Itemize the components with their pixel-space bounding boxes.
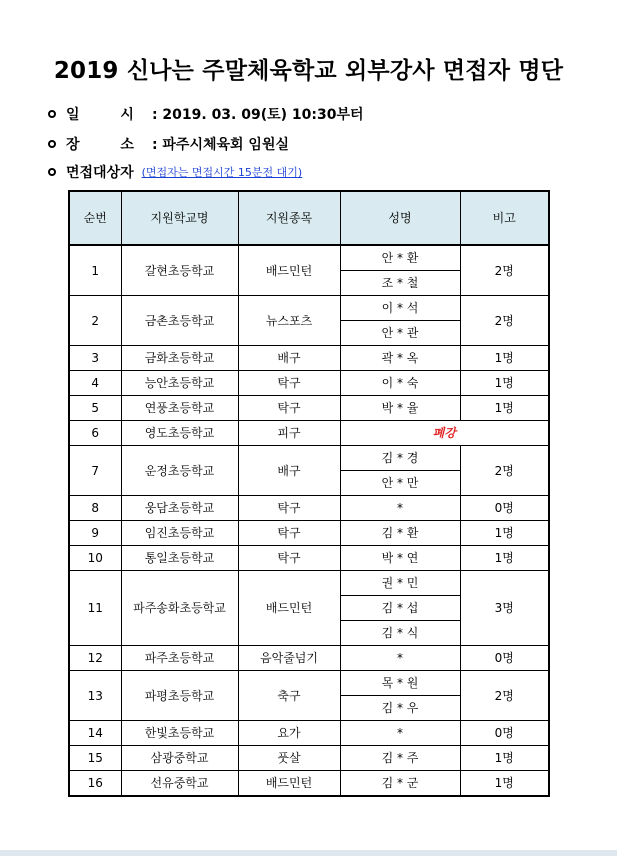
table-row [69, 496, 549, 521]
cell-no: 1 [69, 245, 121, 296]
table-row [69, 571, 549, 596]
cell-school: 한빛초등학교 [121, 721, 238, 746]
page-bottom-border [0, 850, 617, 856]
cell-note: 1명 [460, 371, 549, 396]
header-school: 지원학교명 [121, 191, 238, 245]
cell-school: 능안초등학교 [121, 371, 238, 396]
cell-no: 4 [69, 371, 121, 396]
table-body [69, 245, 549, 796]
cell-name: * [340, 496, 460, 521]
cell-no: 16 [69, 771, 121, 797]
table-row [69, 546, 549, 571]
cell-no: 12 [69, 646, 121, 671]
table-row [69, 245, 549, 271]
cell-sport: 탁구 [238, 546, 340, 571]
cell-name: 이 * 숙 [340, 371, 460, 396]
header-name: 성명 [340, 191, 460, 245]
cell-no: 10 [69, 546, 121, 571]
cell-sport: 탁구 [238, 496, 340, 521]
target-note: (면접자는 면접시간 15분전 대기) [141, 166, 303, 179]
circle-bullet-icon [48, 110, 56, 118]
header-no: 순번 [69, 191, 121, 245]
cell-note: 2명 [460, 245, 549, 296]
cell-no: 2 [69, 296, 121, 346]
table-row [69, 296, 549, 321]
table-row [69, 746, 549, 771]
cell-sport: 배드민턴 [238, 245, 340, 296]
cell-note: 0명 [460, 646, 549, 671]
cell-name: 김 * 환 [340, 521, 460, 546]
cell-note: 0명 [460, 496, 549, 521]
page-title: 2019 신나는 주말체육학교 외부강사 면접자 명단 [53, 58, 564, 84]
table-row [69, 721, 549, 746]
cell-school: 통일초등학교 [121, 546, 238, 571]
circle-bullet-icon [48, 168, 56, 176]
cell-name: 목 * 원 [340, 671, 460, 696]
cell-note: 2명 [460, 671, 549, 721]
cell-note: 1명 [460, 346, 549, 371]
place-label: 장 소 [66, 137, 152, 153]
cell-sport: 배드민턴 [238, 571, 340, 646]
cell-school: 파주초등학교 [121, 646, 238, 671]
cell-school: 파주송화초등학교 [121, 571, 238, 646]
header-sport: 지원종목 [238, 191, 340, 245]
cell-school: 삼광중학교 [121, 746, 238, 771]
cell-school: 선유중학교 [121, 771, 238, 797]
cell-name: 김 * 경 [340, 446, 460, 471]
cell-name: 안 * 환 [340, 245, 460, 271]
cell-name: 안 * 관 [340, 321, 460, 346]
table-row [69, 771, 549, 797]
cell-sport: 탁구 [238, 396, 340, 421]
cell-school: 갈현초등학교 [121, 245, 238, 296]
cell-name: 김 * 식 [340, 621, 460, 646]
cell-note: 1명 [460, 746, 549, 771]
info-place [48, 134, 289, 154]
cell-name: 이 * 석 [340, 296, 460, 321]
cell-sport: 배구 [238, 346, 340, 371]
cell-sport: 탁구 [238, 371, 340, 396]
cell-note: 1명 [460, 546, 549, 571]
table-header-row [69, 191, 549, 245]
table-row [69, 396, 549, 421]
cell-school: 웅담초등학교 [121, 496, 238, 521]
table-row [69, 521, 549, 546]
cell-note: 1명 [460, 396, 549, 421]
cell-sport: 배구 [238, 446, 340, 496]
cell-sport: 요가 [238, 721, 340, 746]
interviewee-table [68, 190, 550, 797]
cell-no: 7 [69, 446, 121, 496]
cell-name: 박 * 율 [340, 396, 460, 421]
cell-school: 파평초등학교 [121, 671, 238, 721]
date-label: 일 시 [66, 107, 152, 123]
target-label: 면접대상자 [66, 165, 134, 181]
cell-note: 0명 [460, 721, 549, 746]
cell-note: 3명 [460, 571, 549, 646]
cell-name: 곽 * 옥 [340, 346, 460, 371]
cell-note: 2명 [460, 296, 549, 346]
table-row [69, 421, 549, 446]
cell-name: 김 * 주 [340, 746, 460, 771]
cell-no: 3 [69, 346, 121, 371]
cell-no: 9 [69, 521, 121, 546]
cell-school: 임진초등학교 [121, 521, 238, 546]
info-target [48, 162, 302, 182]
cell-school: 금촌초등학교 [121, 296, 238, 346]
cell-name: 김 * 섭 [340, 596, 460, 621]
cell-name: 김 * 우 [340, 696, 460, 721]
cell-name: * [340, 646, 460, 671]
cell-no: 15 [69, 746, 121, 771]
cell-sport: 피구 [238, 421, 340, 446]
cell-no: 6 [69, 421, 121, 446]
cell-school: 연풍초등학교 [121, 396, 238, 421]
cell-sport: 뉴스포츠 [238, 296, 340, 346]
cell-sport: 축구 [238, 671, 340, 721]
cell-name: 안 * 만 [340, 471, 460, 496]
cell-no: 5 [69, 396, 121, 421]
cell-sport: 음악줄넘기 [238, 646, 340, 671]
cell-sport: 탁구 [238, 521, 340, 546]
date-value: : 2019. 03. 09(토) 10:30부터 [151, 107, 364, 123]
cell-note: 1명 [460, 771, 549, 797]
info-date [48, 104, 364, 124]
place-value: : 파주시체육회 임원실 [151, 137, 289, 153]
cell-name: 박 * 연 [340, 546, 460, 571]
cell-name: 조 * 철 [340, 271, 460, 296]
cell-note: 2명 [460, 446, 549, 496]
cell-no: 11 [69, 571, 121, 646]
cell-sport: 배드민턴 [238, 771, 340, 797]
cell-note: 1명 [460, 521, 549, 546]
table-row [69, 446, 549, 471]
cell-school: 영도초등학교 [121, 421, 238, 446]
cell-cancelled: 폐강 [340, 421, 549, 446]
cell-school: 금화초등학교 [121, 346, 238, 371]
table-row [69, 671, 549, 696]
table-row [69, 346, 549, 371]
cell-no: 8 [69, 496, 121, 521]
cell-school: 운정초등학교 [121, 446, 238, 496]
cell-sport: 풋살 [238, 746, 340, 771]
cell-name: 김 * 군 [340, 771, 460, 797]
cell-name: 권 * 민 [340, 571, 460, 596]
cell-name: * [340, 721, 460, 746]
cell-no: 13 [69, 671, 121, 721]
header-note: 비고 [460, 191, 549, 245]
cell-no: 14 [69, 721, 121, 746]
table-row [69, 646, 549, 671]
table-row [69, 371, 549, 396]
circle-bullet-icon [48, 140, 56, 148]
